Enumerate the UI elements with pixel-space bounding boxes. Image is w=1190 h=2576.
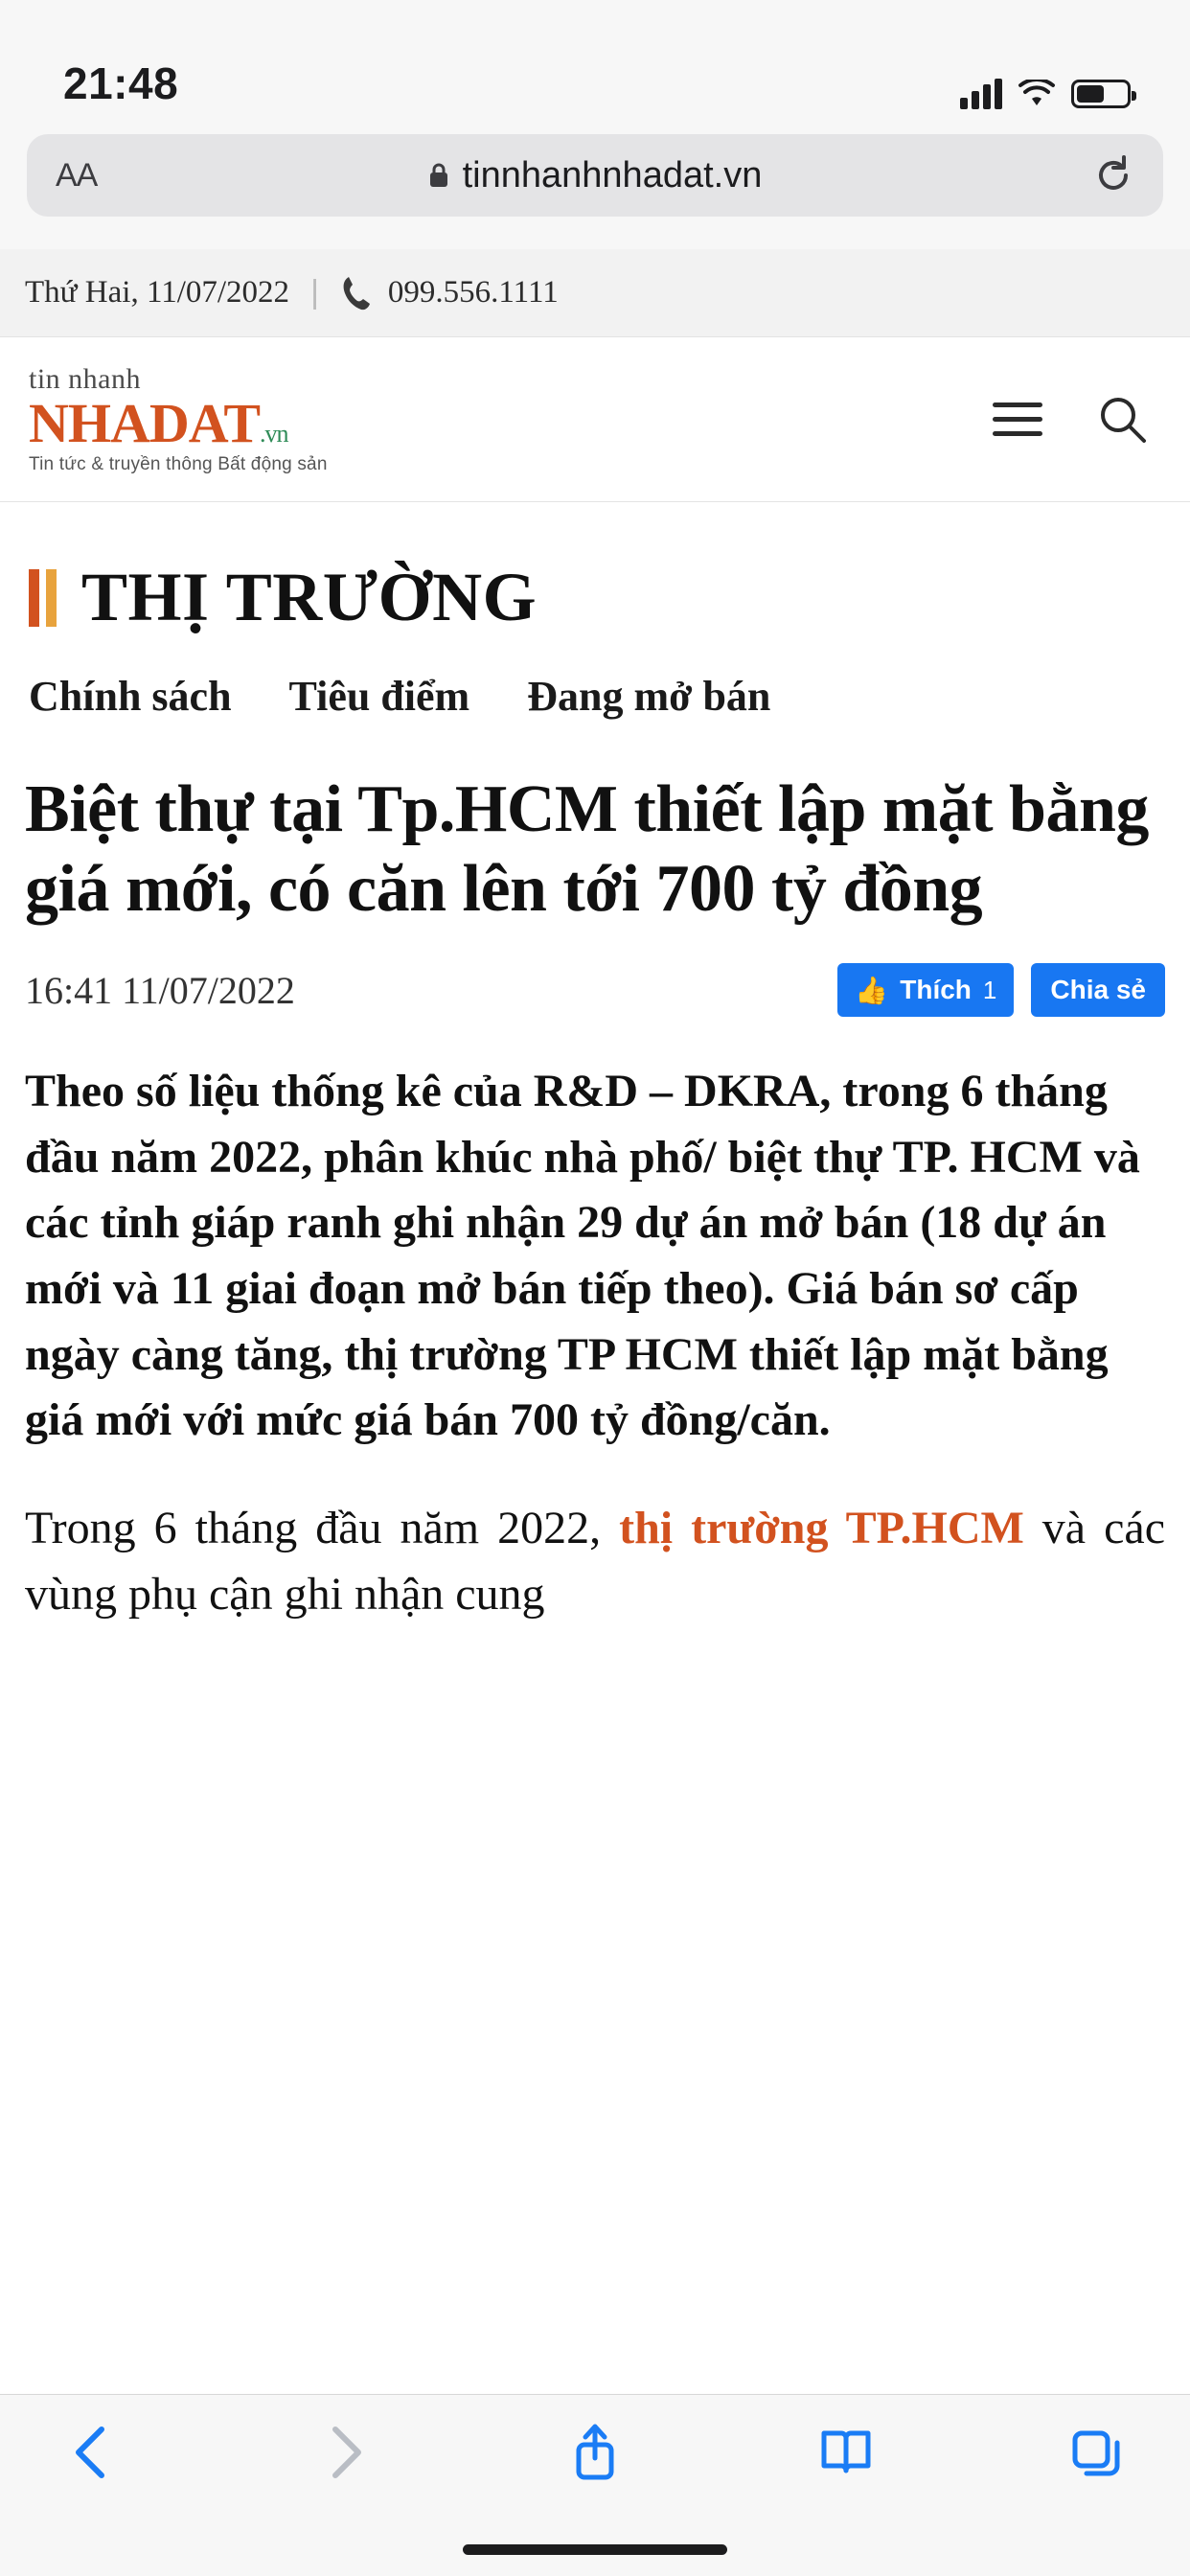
- url-text: tinnhanhnhadat.vn: [462, 154, 763, 196]
- text-size-button[interactable]: [56, 157, 97, 195]
- article-body: [0, 1017, 1190, 1627]
- search-icon[interactable]: [1098, 395, 1148, 445]
- paragraph-2-before: Trong 6 tháng đầu năm 2022,: [25, 1502, 620, 1553]
- article-paragraph-1: Theo số liệu thống kê của R&D – DKRA, trong 6 tháng đầu năm 2022, phân khúc nhà phố/ biệt thự TP. HCM và các tỉnh giáp ranh ghi nhận 29 dự án mở bán (18 dự án mới và 11 giai đoạn mở bán tiếp theo). Giá bán sơ cấp ngày càng tăng, thị trường TP HCM thiết lập mặt bằng giá mới với mức giá bán 700 tỷ đồng/căn.: [25, 1066, 1140, 1446]
- social-buttons: [837, 963, 1165, 1017]
- like-label: Thích: [900, 975, 972, 1005]
- section-title: THỊ TRƯỜNG: [81, 559, 538, 635]
- facebook-like-button[interactable]: [837, 963, 1014, 1017]
- header-actions: [993, 393, 1161, 446]
- site-header: [0, 337, 1190, 502]
- article-inline-link[interactable]: thị trường TP.HCM: [619, 1502, 1024, 1553]
- status-indicators: [960, 79, 1131, 109]
- article-timestamp: 16:41 11/07/2022: [25, 968, 295, 1012]
- webpage-content: [0, 249, 1190, 1627]
- like-count: 1: [982, 975, 997, 1004]
- share-icon[interactable]: [563, 2418, 627, 2487]
- ios-status-bar: [0, 0, 1190, 134]
- topbar-phone[interactable]: [340, 274, 559, 312]
- home-indicator: [463, 2544, 727, 2555]
- cellular-signal-icon: [960, 79, 1002, 109]
- forward-icon: [312, 2418, 376, 2487]
- browser-url-bar-container: [0, 134, 1190, 249]
- article-title: Biệt thự tại Tp.HCM thiết lập mặt bằng giá mới, có căn lên tới 700 tỷ đồng: [25, 772, 1149, 926]
- wifi-icon: [1018, 80, 1056, 108]
- text-size-label: AA: [56, 156, 98, 194]
- phone-icon: [340, 274, 373, 312]
- subnav-item-dang-mo-ban[interactable]: Đang mở bán: [527, 673, 771, 720]
- logo-tagline: Tin tức & truyền thông Bất động sản: [29, 454, 328, 474]
- battery-icon: [1071, 80, 1131, 108]
- section-subnav: [0, 637, 1190, 721]
- hamburger-menu-icon[interactable]: [993, 393, 1042, 446]
- subnav-item-tieu-diem[interactable]: Tiêu điểm: [288, 673, 470, 720]
- reload-icon[interactable]: [1092, 154, 1134, 196]
- section-header: [0, 502, 1190, 637]
- lock-icon: [428, 162, 449, 189]
- address-bar[interactable]: [27, 134, 1163, 217]
- section-marker-icon: [29, 569, 57, 627]
- paragraph-2-after: và các vùng phụ cận ghi nhận cung: [25, 1502, 1166, 1620]
- status-time: 21:48: [63, 58, 179, 108]
- logo-line-2: NHADAT: [29, 392, 261, 454]
- safari-bottom-toolbar: [0, 2394, 1190, 2576]
- thumbs-up-icon: 👍: [855, 975, 889, 1005]
- site-logo[interactable]: [29, 365, 328, 473]
- back-icon[interactable]: [61, 2418, 125, 2487]
- article-paragraph-2: [25, 1496, 1165, 1627]
- subnav-item-chinh-sach[interactable]: Chính sách: [29, 673, 232, 720]
- share-label: Chia sẻ: [1050, 975, 1146, 1005]
- bookmarks-icon[interactable]: [814, 2418, 878, 2487]
- topbar-date: Thứ Hai, 11/07/2022: [25, 275, 290, 310]
- article-meta: [0, 929, 1190, 1017]
- logo-line-1: tin nhanh: [29, 363, 141, 395]
- topbar-separator: |: [310, 274, 319, 310]
- site-topbar: [0, 249, 1190, 337]
- topbar-phone-number: 099.556.1111: [387, 275, 559, 310]
- facebook-share-button[interactable]: [1031, 963, 1165, 1017]
- logo-tld: .vn: [260, 420, 288, 448]
- tabs-icon[interactable]: [1065, 2418, 1129, 2487]
